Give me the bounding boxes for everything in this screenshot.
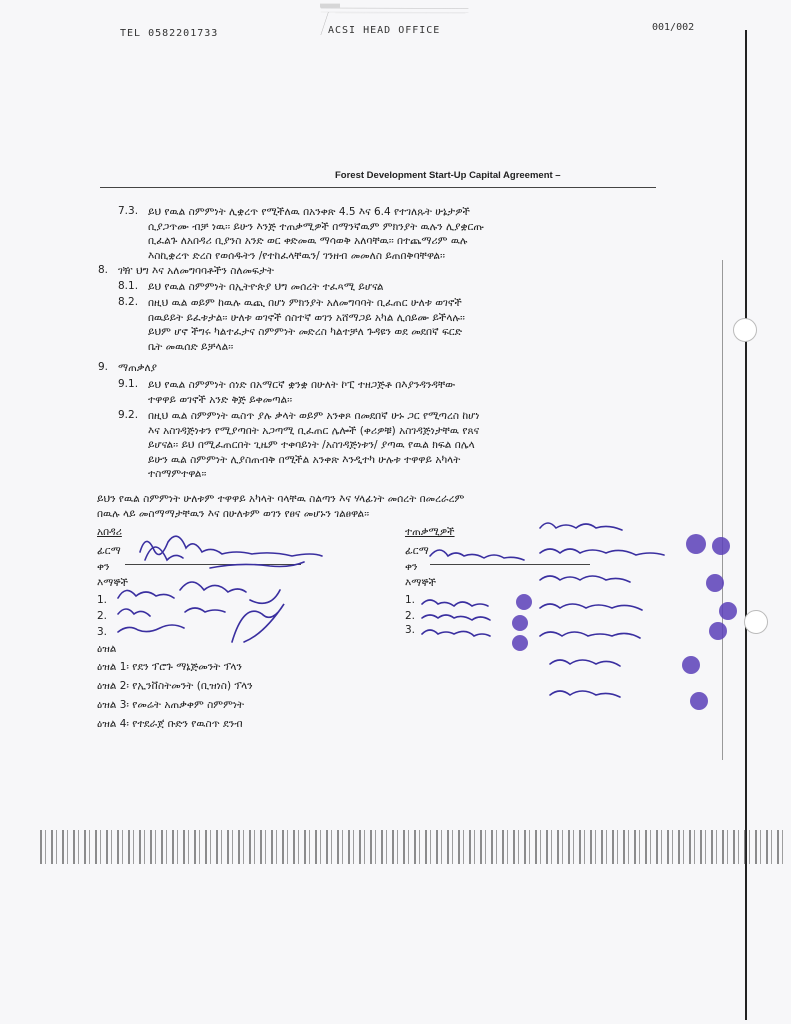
thumbprint-stamp — [516, 594, 532, 610]
lender-witness-3-num: 3. — [97, 626, 108, 638]
section-text-line: ይሁን ዉል ስምምነት ሊያስጠብቅ በሚችል አንቀጽ እንዲተካ ሁሉቱ ተዋዋይ አካላት — [148, 453, 461, 466]
section-text-line: ይህ የዉል ስምምነት በኢትዮጵያ ህግ መሰረት ተፈጻሚ ይሆናል — [148, 281, 384, 293]
section-text-line: ይህ የዉል ስምምነት ሊቋረጥ የሚችለዉ በአንቀጽ 4.5 እና 6.4 የተገለጹት ሁኔታዎች — [148, 206, 470, 218]
margin-line — [745, 30, 747, 1020]
thumbprint-stamp — [719, 602, 737, 620]
section-text-line: በዚህ ዉል ወይም ከዉሉ ዉጪ በሆነ ምክንያት አለመግባባት ቢፈጠር ሁለቱ ወገኖች — [148, 297, 462, 309]
section-number: 9.1. — [118, 378, 139, 390]
section-text-line: በዚህ ዉል ስምምነት ዉስጥ ያሉ ቃላት ወይም አንቀጾ በመደበኛ ሁኑ ጋር የሚጣረስ ከሆነ — [148, 410, 480, 422]
thumbprint-stamp — [682, 656, 700, 674]
annex-item-1: ዕዝል 1፡ የደን ፕሮጉ ማኔጅመንት ፕላን — [97, 661, 243, 673]
beneficiaries-signature-line — [430, 564, 590, 565]
section-text-line: በዉይይት ይፈቱታል፡፡ ሁለቱ ወገኖች ሰስተኛ ወገን አሸማጋይ አካል ሊሰይሙ ይችላሉ፡፡ — [148, 311, 465, 324]
section-text-line: እና አስገዳጅነቱን የሚያጣበት አጋጣሚ ቢፈጠር ሌሎች (ቀሪዎቹ) አስገዳጅነታቸዉ የጸና — [148, 424, 480, 437]
margin-line-inner — [722, 260, 723, 760]
lender-signature-line — [125, 564, 301, 565]
annex-item-4: ዕዝል 4፡ የተደራጀ ቡድን የዉስጥ ደንብ — [97, 718, 243, 730]
thumbprint-stamp — [512, 635, 528, 651]
section-text-line: ተስማምተዋል፡፡ — [148, 468, 207, 481]
closing-line-1: ይህን የዉል ስምምነት ሁለቱም ተዋዋይ አካላት ባላቸዉ ስልጣን እና ሃላፊነት መሰረት በመረራረም — [97, 493, 465, 505]
section-number: 7.3. — [118, 205, 139, 217]
beneficiaries-witness-2-num: 2. — [405, 610, 416, 622]
annex-item-3: ዕዝል 3፡ የመሬት አጠቃቀም ስምምነት — [97, 699, 245, 711]
punch-hole — [744, 610, 768, 634]
annex-heading: ዕዝል — [97, 643, 117, 655]
thumbprint-stamp — [690, 692, 708, 710]
beneficiaries-witnesses-label: እማኞች — [405, 577, 437, 589]
fax-noise-band — [40, 830, 785, 864]
lender-heading: አበዳሪ — [97, 526, 122, 538]
fax-office: ACSI HEAD OFFICE — [328, 25, 441, 36]
beneficiaries-signature-label: ፊርማ — [405, 545, 429, 557]
beneficiaries-witness-1-num: 1. — [405, 594, 416, 606]
section-number: 8.2. — [118, 296, 139, 308]
thumbprint-stamp — [706, 574, 724, 592]
closing-line-2: በዉሉ ላይ መስማማታቸዉን እና በሁለቱም ወገን የፀና መሆኑን ገልፀዋል፡፡ — [97, 508, 370, 520]
fax-tel: TEL 0582201733 — [120, 28, 219, 39]
lender-witnesses-label: እማኞች — [97, 577, 129, 589]
fax-page-number: 001/002 — [652, 22, 695, 33]
section-text-line: ተዋዋይ ወገኖች አንድ ቅጅ ይቀመጣል፡፡ — [148, 393, 293, 406]
section-text-line: ቤት መዉሰድ ይቻላል፡፡ — [148, 340, 234, 353]
section-text-line: ይህም ሆኖ ችግሩ ካልተፈታና ስምምነት መድረስ ካልተቻለ ጉዳዩን ወደ መደበኛ ፍርድ — [148, 326, 462, 339]
section-text-line: ይሆናል፡፡ ይህ በሚፈጠርበት ጊዜም ተቀባይነት /አስገዳጅነቱን/ ያጣዉ የዉል ክፍል በሌላ — [148, 439, 475, 452]
lender-witness-1-num: 1. — [97, 594, 108, 606]
section-number: 9. — [98, 361, 109, 373]
thumbprint-stamp — [709, 622, 727, 640]
section-text-line: ይህ የዉል ስምምነት ሰነድ በአማርኛ ቋንቋ በሁለት ኮፒ ተዘጋጅቶ በእያንዳንዳቸው — [148, 379, 456, 391]
beneficiaries-heading: ተጠቃሚዎች — [405, 526, 455, 538]
thumbprint-stamp — [712, 537, 730, 555]
thumbprint-stamp — [512, 615, 528, 631]
section-number: 8.1. — [118, 280, 139, 292]
section-text-line: ቢፈልጉ ለአበዳሪ ቢያንስ አንድ ወር ቀድመዉ ማሳወቅ አለባቸዉ፡፡ በተጨማሪም ዉሉ — [148, 235, 468, 248]
lender-witness-2-num: 2. — [97, 610, 108, 622]
beneficiaries-date-label: ቀን — [405, 561, 418, 573]
document-title: Forest Development Start-Up Capital Agreement – — [335, 170, 561, 181]
lender-signature-label: ፊርማ — [97, 545, 121, 557]
section-number: 9.2. — [118, 409, 139, 421]
section-text-line: እስኪቋረጥ ድረስ የወሰዱትን /የተከፈላቸዉን/ ገንዘብ መመለስ ይጠበቅባቸዋል፡፡ — [148, 249, 445, 262]
section-text-line: ገዥ ህግ እና አለመግባባቶችን ስለመፍታት — [118, 265, 274, 277]
beneficiaries-witness-3-num: 3. — [405, 624, 416, 636]
section-number: 8. — [98, 264, 109, 276]
annex-item-2: ዕዝል 2፡ የኢንቨስትመንት (ቢዝነስ) ፕላን — [97, 680, 253, 692]
title-rule — [100, 187, 656, 188]
punch-hole — [733, 318, 757, 342]
lender-date-label: ቀን — [97, 561, 110, 573]
section-text-line: ሲያጋጥሙ ብቻ ነዉ፡፡ ይሁን እንጅ ተጠቃሚዎች በማንኛዉም ምክንያት ዉሉን ሊያቋርጡ — [148, 220, 484, 233]
section-text-line: ማጠቃለያ — [118, 362, 158, 374]
thumbprint-stamp — [686, 534, 706, 554]
